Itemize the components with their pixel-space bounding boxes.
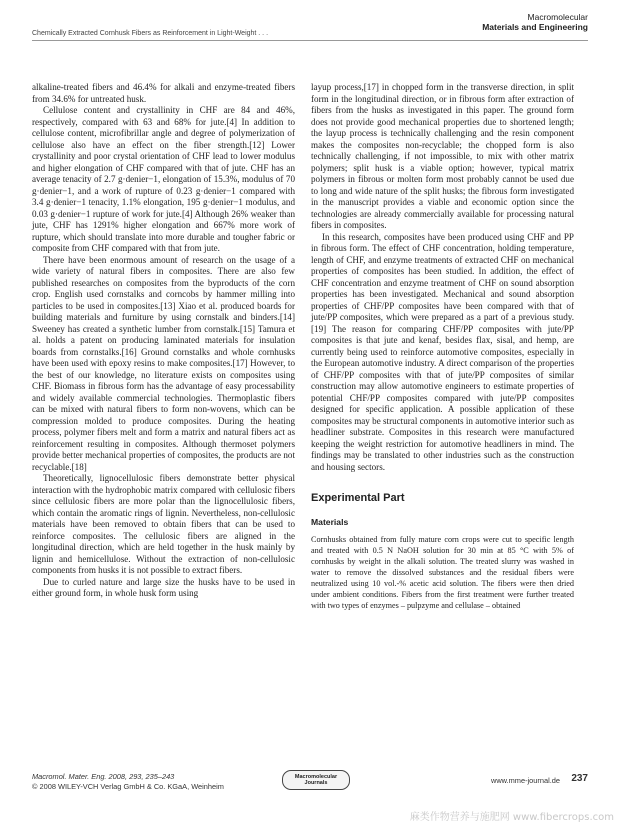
running-title: Chemically Extracted Cornhusk Fibers as Reinforcement in Light-Weight . . .	[32, 30, 269, 37]
left-paragraph: alkaline-treated fibers and 46.4% for alkali and enzyme-treated fibers from 34.6% for untreated husk.	[32, 82, 295, 104]
logo-line2: Journals	[304, 780, 328, 786]
logo-line1: Macromolecular	[294, 774, 338, 780]
page-number: 237	[571, 773, 588, 784]
right-paragraph: layup process,[17] in chopped form in the transverse direction, in split form in the longitudinal direction, or in fibrous form after extraction of fibers from the husks as investigated in this paper. The ground form does not provide good mechanical properties due to shortened length; the layup process is technically challenging and the resin component makes the composites non-recyclable; the chopped form is also technically challenging, if not impossible, to mix with other matrix polymers; split husk is a viable option; however, typical matrix polymers in fibrous or molten form most probably cannot be used due to long and wide nature of the split husks; the fibrous form investigated in the manuscript provides a viable and economic option since the technologies are already commercially available for processing natural fibers in composites.	[311, 82, 574, 230]
citation: Macromol. Mater. Eng. 2008, 293, 235–243	[32, 772, 175, 781]
materials-section	[311, 534, 574, 611]
right-column	[311, 82, 574, 611]
footer-citation-block	[32, 772, 224, 792]
left-paragraph: Due to curled nature and large size the husks have to be used in either ground form, in whole husk form using	[32, 576, 295, 598]
left-paragraph: Cellulose content and crystallinity in CHF are 84 and 46%, respectively, compared with 63 and 68% for jute.[4] In addition to cellulose content, microfibrillar angle and degree of polymerization of cellulose also have an effect on the fiber strength.[12] Lower crystallinity and poor crystal orientation of CHF lead to lower modulus and higher elongation of CHF compared with that of jute. CHF has an average tenacity of 2.7 g·denier−1, elongation of 15.3%, modulus of 70 g·denier−1, and a work of rupture of 0.23 g·denier−1 compared with 3.4 g·denier−1 tenacity, 1.1% elongation, 195 g·denier−1 modulus, and 0.03 g·denier−1 rupture of work for jute.[4] Although 26% weaker than jute, CHF has 1291% higher elongation and 667% more work of rupture, which should translate into more durable and tougher fabric or composite from CHF compared with that from jute.	[32, 105, 295, 253]
left-paragraph: There have been enormous amount of research on the usage of a wide variety of natural fibers in composites. There are also few published researches on composites from the byproducts of the corn crop. English used cornstalks and corncobs by hammer milling into particles to be used in composites.[13] Xiao et al. produced boards for building materials and furniture by using cornstalk and binders.[14] Sweeney has created a synthetic lumber from cornstalk.[15] Tamura et al. holds a patent on producing laminated materials for insulation boards from cornstalks.[16] Ground cornstalks and whole cornhusks have been used with epoxy resins to make composites.[17] However, to the best of our knowledge, no literature exists on composites using CHF. Biomass in fibrous form has the advantage of easy processability and widely available commercial technologies. Thermoplastic fibers can be mixed with natural fibers to form non-wovens, which can be compression molded to produce composites. During the heating process, polymer fibers melt and form a matrix and natural fibers act as reinforcement resulting in composites. Although thermoset polymers provide better mechanical properties of composites, the products are not recyclable.[18]	[32, 254, 295, 472]
journal-name	[482, 12, 588, 32]
journal-name-line1: Macromolecular	[527, 12, 588, 22]
journal-website[interactable]: www.mme-journal.de	[490, 776, 560, 785]
copyright: © 2008 WILEY-VCH Verlag GmbH & Co. KGaA, Weinheim	[32, 782, 224, 791]
journal-logo	[282, 770, 350, 790]
page-header	[32, 10, 588, 41]
left-paragraph: Theoretically, lignocellulosic fibers demonstrate better physical interaction with the hydrophobic matrix compared with cellulosic fibers since cellulosic fibers are more polar than the lignocellulosic fibers, which contain the aromatic rings of lignin. Nevertheless, non-cellulosic materials have been removed to obtain fibers that can be used to reinforce composites. The cellulosic fibers are aligned in the longitudinal direction, which are held together in the husk mainly by lignin and hemicellulose. Without the extraction of non-cellulosic components from husks it is not possible to extract fibers.	[32, 473, 295, 575]
right-paragraph: In this research, composites have been produced using CHF and PP in fibrous form. The effect of CHF concentration, holding temperature, length of CHF, and enzyme treatments of extracted CHF on mechanical properties of composites has been studied. In addition, the effect of CHF concentration and enzyme treatment of CHF on sound absorption properties has been investigated. Mechanical and sound absorption properties of CHF/PP composites have been compared with that of jute/PP composites, which were prepared as a part of a previous study.[19] The reason for comparing CHF/PP composites with jute/PP composites is that jute and kenaf, besides flax, sisal, and hemp, are currently being used to reinforce automotive composites, especially in the European automotive industry. A direct comparison of the properties of CHF/PP composites with that of jute/PP composites of similar construction may allow automotive engineers to estimate properties of potential CHF/PP composites compared with jute/PP composites designed for specific application. A possible application of these composites may be structural components in automotive interior such as headliner substrate. Composites in this research were manufactured keeping the weight restriction for automotive headliners in mind. The findings may be translated to other industries such as the construction and housing sectors.	[311, 231, 574, 472]
journal-name-line2: Materials and Engineering	[482, 22, 588, 32]
watermark: 麻类作物营养与施肥网 www.fibercrops.com	[409, 812, 614, 823]
subsection-title: Materials	[311, 516, 349, 527]
page-footer	[32, 770, 588, 800]
section-title: Experimental Part	[311, 492, 405, 504]
materials-paragraph: Cornhusks obtained from fully mature corn crops were cut to specific length and treated with 0.5 N NaOH solution for 30 min at 85 °C with 5% of cornhusks by weight in the alkali solution. The treated slurry was washed in water to remove the dissolved substances and the residual fibers were neutralized using 10 vol.-% acetic acid solution. The fibers were then dried under ambient conditions. Fibers from the first treatment were further treated with two types of enzymes – pulpzyme and cellulase – obtained	[311, 535, 574, 610]
left-column	[32, 82, 295, 600]
